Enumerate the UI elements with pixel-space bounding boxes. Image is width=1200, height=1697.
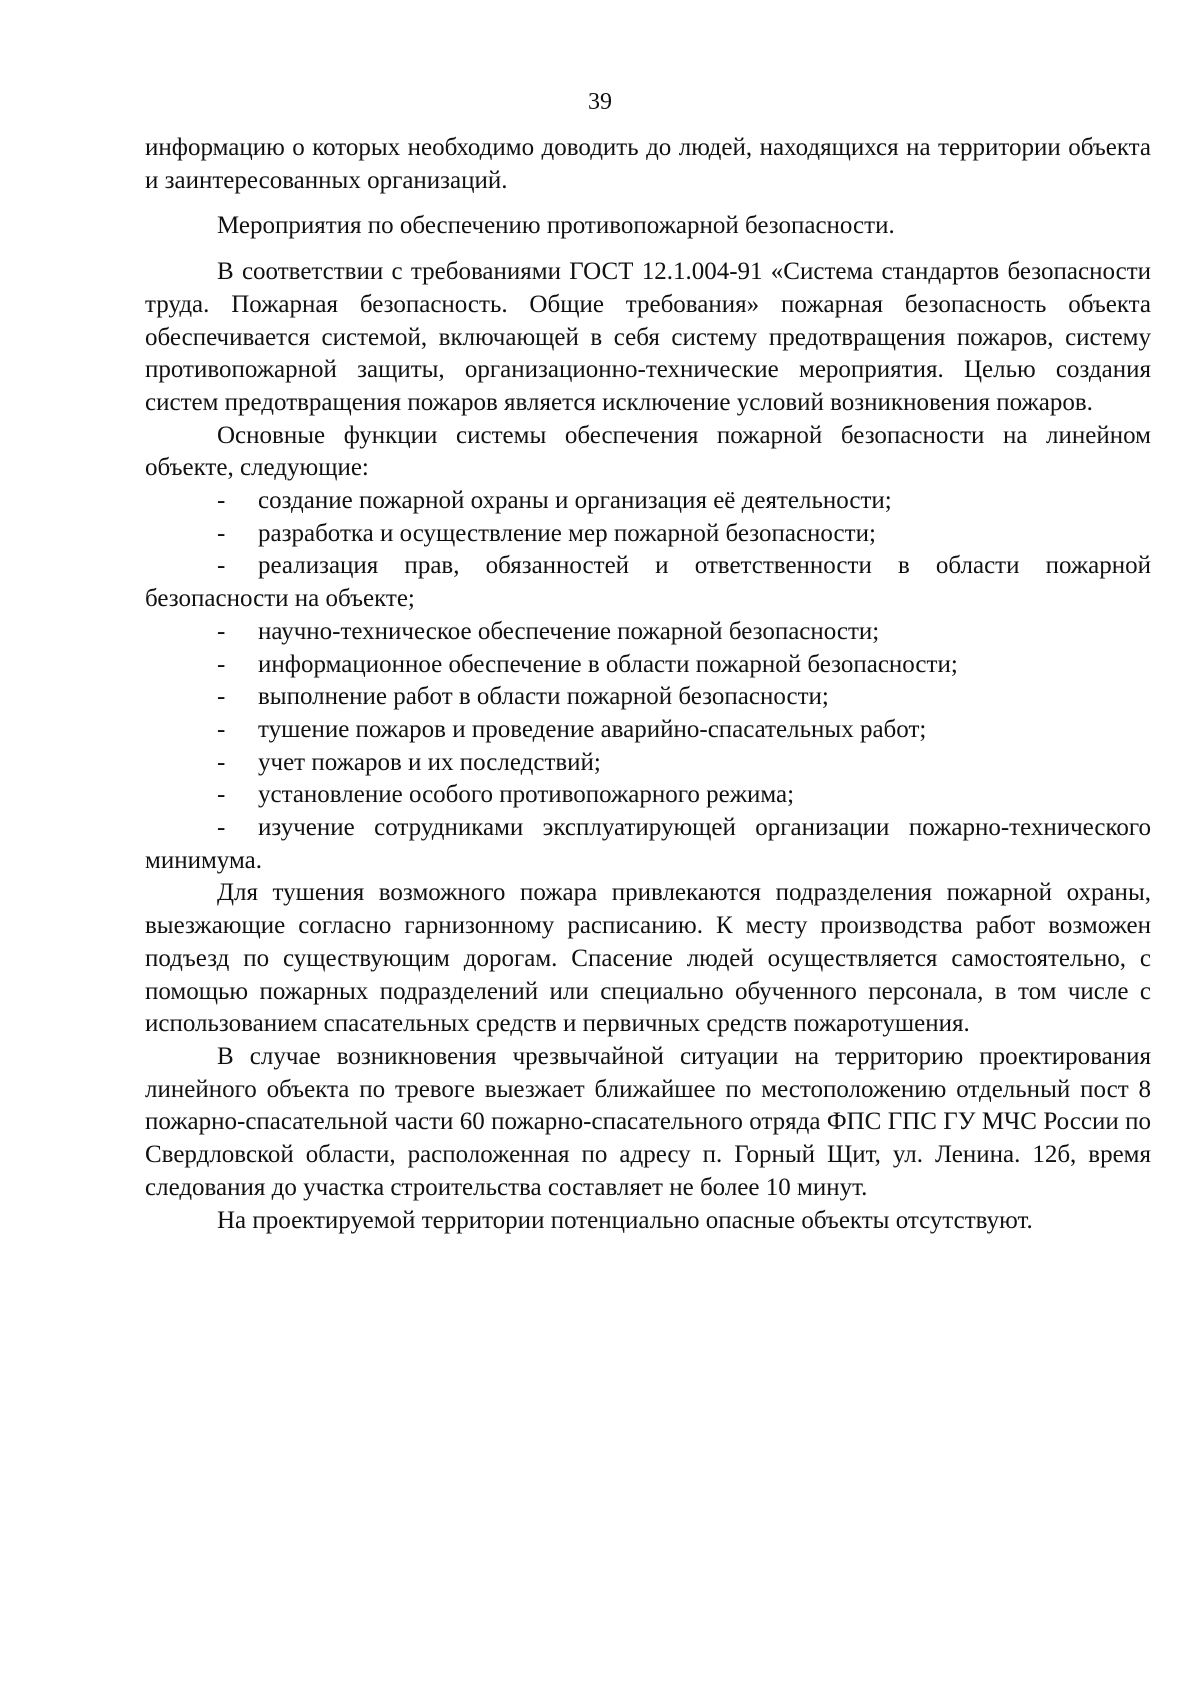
paragraph-hazardous-objects: На проектируемой территории потенциально опасные объекты отсутствуют. bbox=[217, 1206, 1033, 1234]
list-item bbox=[145, 518, 1151, 551]
page-number: 39 bbox=[588, 89, 612, 115]
dash-bullet: - bbox=[217, 715, 226, 743]
dash-bullet: - bbox=[217, 519, 226, 547]
paragraph-emergency: В случае возникновения чрезвычайной ситуации на территорию проектирования линейного объекта по тревоге выезжает ближайшее по местоположению отдельный пост 8 пожарно-спасательной части 60 пожарно-спасательного отряда ФПС ГПС ГУ МЧС России по Свердловской области, расположенная по адресу п. Горный Щит, ул. Ленина. 12б, время следования до участка строительства составляет не более 10 минут. bbox=[145, 1042, 1151, 1201]
list-item bbox=[145, 747, 1151, 780]
dash-bullet: - bbox=[217, 650, 226, 678]
list-item bbox=[145, 485, 1151, 518]
list-item bbox=[145, 714, 1151, 747]
functions-list bbox=[145, 485, 1151, 877]
dash-bullet: - bbox=[217, 781, 226, 809]
section-heading: Мероприятия по обеспечению противопожарной безопасности. bbox=[217, 212, 895, 240]
list-item-text: информационное обеспечение в области пожарной безопасности; bbox=[258, 650, 958, 678]
list-item bbox=[145, 616, 1151, 649]
list-item-text: выполнение работ в области пожарной безопасности; bbox=[258, 683, 829, 711]
list-item-text: изучение сотрудниками эксплуатирующей организации пожарно-технического минимума. bbox=[145, 814, 1151, 874]
dash-bullet: - bbox=[217, 814, 226, 842]
dash-bullet: - bbox=[217, 552, 226, 580]
list-item-text: реализация прав, обязанностей и ответственности в области пожарной безопасности на объекте; bbox=[145, 552, 1151, 613]
list-item bbox=[145, 550, 1151, 615]
list-item-text: создание пожарной охраны и организация её деятельности; bbox=[258, 487, 892, 515]
dash-bullet: - bbox=[217, 748, 226, 776]
list-item-text: тушение пожаров и проведение аварийно-спасательных работ; bbox=[258, 715, 927, 743]
paragraph-extinguishing: Для тушения возможного пожара привлекаются подразделения пожарной охраны, выезжающие согласно гарнизонному расписанию. К месту производства работ возможен подъезд по существующим дорогам. Спасение людей осуществляется самостоятельно, с помощью пожарных подразделений или специально обученного персонала, в том числе с использованием спасательных средств и первичных средств пожаротушения. bbox=[145, 879, 1151, 1038]
paragraph-intro: информацию о которых необходимо доводить до людей, находящихся на территории объекта и заинтересованных организаций. bbox=[145, 134, 1151, 194]
list-item-text: учет пожаров и их последствий; bbox=[258, 748, 601, 776]
list-item bbox=[145, 649, 1151, 682]
list-item bbox=[145, 681, 1151, 714]
list-item-text: разработка и осуществление мер пожарной безопасности; bbox=[258, 519, 876, 547]
list-item-text: научно-техническое обеспечение пожарной безопасности; bbox=[258, 617, 880, 645]
paragraph-functions-intro: Основные функции системы обеспечения пожарной безопасности на линейном объекте, следующие: bbox=[145, 421, 1151, 482]
dash-bullet: - bbox=[217, 617, 226, 645]
dash-bullet: - bbox=[217, 487, 226, 515]
document-body bbox=[145, 132, 1151, 1237]
list-item-text: установление особого противопожарного режима; bbox=[258, 781, 795, 809]
dash-bullet: - bbox=[217, 683, 226, 711]
list-item bbox=[145, 812, 1151, 877]
list-item bbox=[145, 779, 1151, 812]
paragraph-gost: В соответствии с требованиями ГОСТ 12.1.004-91 «Система стандартов безопасности труда. Пожарная безопасность. Общие требования» пожарная безопасность объекта обеспечивается системой, включающей в себя систему предотвращения пожаров, систему противопожарной защиты, организационно-технические мероприятия. Целью создания систем предотвращения пожаров является исключение условий возникновения пожаров. bbox=[145, 258, 1151, 416]
